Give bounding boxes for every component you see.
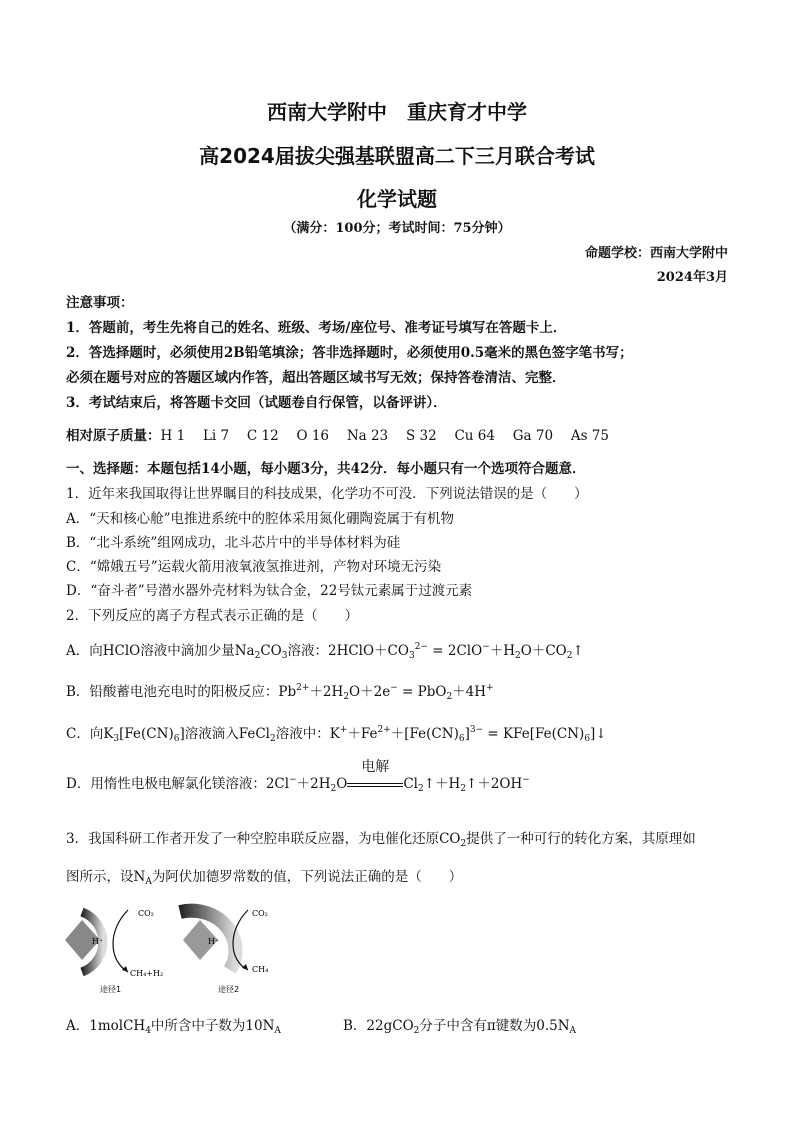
q1-option-d: D．“奋斗者”号潜水器外壳材料为钛合金，22号钛元素属于过渡元素	[66, 583, 473, 599]
note-item-3: 3．考试结束后，将答题卡交回（试题卷自行保管，以备评讲）．	[66, 395, 447, 411]
q1-option-b: B．“北斗系统”组网成功，北斗芯片中的半导体材料为硅	[66, 535, 401, 551]
q2-option-a: A．向HClO溶液中滴加少量$Na_2CO_3$溶液：$2HClO+CO_3^{2-}$ = $2ClO^-+H_2O+CO_2↑$	[66, 642, 584, 661]
atomic-mass-label: 相对原子质量：	[66, 428, 161, 444]
note-item-2a: 2．答选择题时，必须使用2B铅笔填涂；答非选择题时，必须使用0.5毫米的黑色签字笔书写；	[66, 345, 633, 361]
atomic-mass-values: H 1 Li 7 C 12 O 16 Na 23 S 32 Cu 64 Ga 70 As 75	[160, 428, 609, 444]
q2-option-d: D．用惰性电极电解氯化镁溶液：$2Cl^-+2H_2O$ 电解 $Cl_2↑+H_2↑+2OH^-$	[66, 772, 530, 792]
q1-stem: 1．近年来我国取得让世界瞩目的科技成果，化学功不可没．下列说法错误的是（ ）	[66, 486, 588, 502]
fig-label-2: 途径2	[218, 985, 240, 994]
q3-option-a: A．1molCH$_4$中所含中子数为$10N_A$	[66, 1018, 281, 1036]
q2-stem: 2．下列反应的离子方程式表示正确的是（ ）	[66, 608, 359, 624]
electrolysis-label: 电解	[361, 759, 390, 775]
reactor-diagram	[60, 900, 290, 1000]
q3-option-b: B．22gCO$_2$分子中含有π键数为$0.5N_A$	[343, 1018, 577, 1036]
atomic-mass-line	[66, 424, 609, 444]
subject-title: 化学试题	[357, 187, 437, 211]
q2-option-c: C．向$K_3[Fe(CN)_6]$溶液滴入FeCl$_2$溶液中：$K^++Fe^{2+}+[Fe(CN)_6]^{3-}$ = $KFe[Fe(CN)_6]↓$	[66, 725, 607, 744]
section-heading: 一、选择题：本题包括14小题，每小题3分，共42分．每小题只有一个选项符合题意．	[66, 461, 586, 477]
q3-stem-line2: 图所示，设$N_A$为阿伏加德罗常数的值，下列说法正确的是（ ）	[66, 869, 463, 887]
setter-school: 命题学校：西南大学附中	[584, 246, 728, 261]
exam-meta: （满分：100分；考试时间：75分钟）	[283, 221, 511, 236]
proton-label-2: H⁺	[208, 937, 220, 946]
arrow-1	[113, 910, 128, 972]
svg-text:CO₂: CO₂	[252, 909, 268, 918]
q1-option-c: C．“嫦娥五号”运载火箭用液氧液氢推进剂，产物对环境无污染	[66, 559, 442, 575]
fig-label-1: 途径1	[100, 985, 122, 994]
svg-text:CH₄: CH₄	[252, 965, 269, 974]
svg-text:CO₂: CO₂	[138, 909, 154, 918]
notes-heading: 注意事项：	[66, 295, 134, 311]
exam-date: 2024年3月	[656, 270, 728, 285]
proton-label-1: H⁺	[92, 937, 104, 946]
q3-stem-line1: 3．我国科研工作者开发了一种空腔串联反应器，为电催化还原$CO_2$提供了一种可行的转化方案，其原理如	[66, 831, 696, 849]
svg-text:CH₄+H₂: CH₄+H₂	[130, 969, 164, 978]
exam-title: 高2024届拔尖强基联盟高二下三月联合考试	[199, 144, 595, 168]
q2-option-b: B．铅酸蓄电池充电时的阳极反应：$Pb^{2+}+2H_2O+2e^- = PbO_2+4H^+$	[66, 683, 494, 702]
note-item-2b: 必须在题号对应的答题区域内作答，超出答题区域书写无效；保持答卷清洁、完整．	[66, 370, 566, 386]
note-item-1: 1．答题前，考生先将自己的姓名、班级、考场/座位号、准考证号填写在答题卡上．	[66, 320, 567, 336]
school-names: 西南大学附中 重庆育才中学	[267, 100, 527, 124]
q1-option-a: A．“天和核心舱”电推进系统中的腔体采用氮化硼陶瓷属于有机物	[66, 511, 455, 527]
